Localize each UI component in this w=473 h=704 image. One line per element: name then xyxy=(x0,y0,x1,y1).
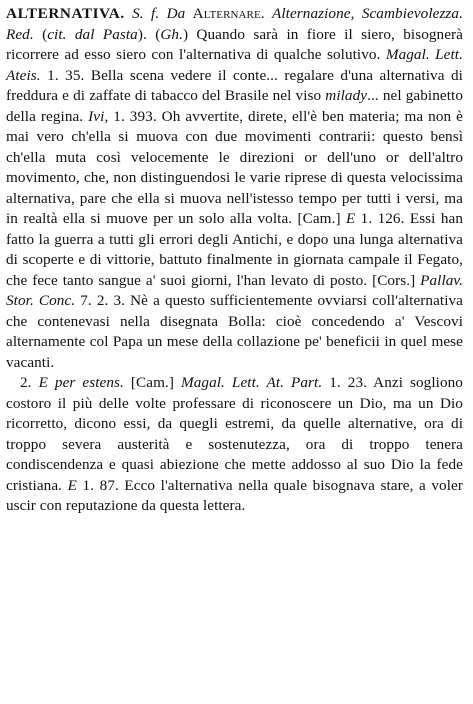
entry-text-segment: E xyxy=(345,210,356,227)
entry-text-segment: 1. 35. Bella scena vedere il conte... regalare d'una alternativa di freddura e di zaffate di tabacco del Brasile nel viso xyxy=(6,66,463,104)
entry-sense-2 xyxy=(6,373,463,517)
entry-text-segment: cit. dal Pasta xyxy=(47,25,138,43)
entry-text-segment: , 1. 393. Oh avvertite, direte, ell'è ben materia; ma non è mai vero ch'ella si muova con due movimenti contrarii: questo bensì ch'ella muta così velocemente le direzioni or dell'uno or dell'altro movimento, che, non distinguendosi le varie riprese di questa velocissima alternativa, pare che ella si muova nell'istesso tempo per tutti i versi, ma in realtà ella si muove per un solo alla volta. [Cam.] xyxy=(6,107,463,227)
entry-text-segment: Ivi xyxy=(88,107,105,125)
entry-text-segment: ) Quando sarà in fiore il siero, bisognerà ricorrere ad esso siero con l'alternativa di qualche solutivo. xyxy=(6,25,463,63)
entry-text-segment: 1. 23. Anzi sogliono costoro il più delle volte professare di riconoscere un Dio, ma un Dio ricorretto, dicono essi, da quegli estremi, da quelle alternative, ora di troppo severa austerità e sostenutezza, ora di troppo tenera condiscendenza e quasi abiezione che mette addosso al suo Dio la fede cristiana. xyxy=(6,374,463,494)
entry-text-segment: ... nel gabinetto della regina. xyxy=(6,87,463,125)
entry-text-segment: Gh. xyxy=(160,25,183,43)
entry-text-segment: Alternazione, Scambievolezza. Red. xyxy=(6,5,463,43)
entry-text-segment: Alternare xyxy=(192,5,261,22)
entry-text-segment: E xyxy=(67,476,77,494)
entry-text-segment: ). ( xyxy=(137,25,161,43)
entry-text-segment: 7. 2. 3. Nè a questo sufficientemente ovviarsi coll'alternativa che contenevasi nella disegnata Bolla: cioè concedendo a' Vescovi alternamente col Papa un mese della collazione pe' beneficii in quel mese vacanti. xyxy=(6,292,463,371)
entry-text-segment: . xyxy=(260,5,273,22)
entry-text-segment: Da xyxy=(166,5,186,22)
headword: ALTERNATIVA. xyxy=(6,5,125,22)
entry-sense-1 xyxy=(6,4,463,373)
entry-text-segment: S. f. xyxy=(132,5,160,22)
entry-text-segment xyxy=(185,5,192,22)
entry-text-segment: milady xyxy=(325,87,368,104)
entry-text-segment: 2. xyxy=(20,374,39,391)
entry-text-segment: Magal. Lett. Ateis. xyxy=(6,46,463,84)
entry-text-segment xyxy=(159,5,166,22)
entry-text-segment: [Cam.] xyxy=(123,374,181,391)
entry-text-segment: Magal. Lett. At. Part. xyxy=(180,374,323,391)
entry-text-segment: ( xyxy=(33,25,48,43)
entry-text-segment: Pallav. Stor. Conc. xyxy=(6,271,463,309)
entry-text-segment: E per estens. xyxy=(38,374,124,391)
entry-text-segment: 1. 87. Ecco l'alternativa nella quale bisognava stare, a voler uscir con reputazione da questa lettera. xyxy=(6,476,463,514)
entry-text-segment: 1. 126. Essi han fatto la guerra a tutti gli errori degli Antichi, e dopo una lunga alternativa di scoperte e di vittorie, battuto finalmente in giornata campale il Fegato, che fece tanto sangue a' suoi giorni, l'han levato di posto. [Cors.] xyxy=(6,210,463,289)
